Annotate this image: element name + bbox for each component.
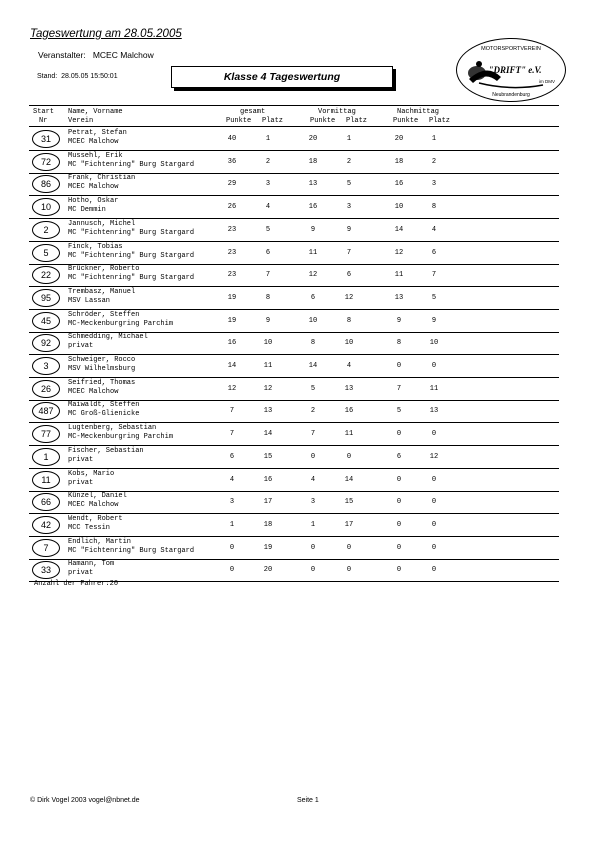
class-title-box [171,66,393,88]
rider-club: MSV Lassan [68,296,111,305]
score-vp: 12 [308,271,318,280]
score-vp: 11 [308,248,318,257]
score-gpl: 9 [265,316,271,325]
score-gp: 6 [229,452,235,461]
table-row [29,558,559,582]
table-row [29,263,559,287]
rider-club: MCEC Malchow [68,387,119,396]
table-row [29,513,559,537]
score-np: 5 [396,407,402,416]
table-row [29,536,559,560]
rider-club: MC "Fichtenring" Burg Stargard [68,251,195,260]
start-number-badge: 22 [32,266,60,284]
page-title: Tageswertung am 28.05.2005 [30,28,182,40]
start-number-badge: 33 [32,561,60,579]
table-row [29,241,559,265]
logo-bottom-text: Neubrandenburg [492,92,530,98]
score-npl: 11 [429,384,439,393]
score-vpl: 10 [344,339,354,348]
score-vpl: 8 [346,316,352,325]
score-vp: 2 [310,407,316,416]
score-npl: 0 [431,520,437,529]
score-npl: 9 [431,316,437,325]
rider-name: Brückner, Roberto [68,265,140,274]
stand-line [37,73,118,80]
score-vpl: 0 [346,566,352,575]
rider-name: Petrat, Stefan [68,129,127,137]
score-npl: 0 [431,362,437,370]
score-gp: 23 [227,225,237,234]
rider-club: privat [68,455,94,464]
footer-copyright: © Dirk Vogel 2003 vogel@nbnet.de [30,797,140,804]
score-vp: 18 [308,157,318,166]
start-number-badge: 11 [32,471,60,489]
score-gp: 23 [227,248,237,257]
start-number-badge: 31 [32,130,60,148]
score-np: 11 [394,271,404,280]
score-gp: 16 [227,339,237,348]
rider-name: Kobs, Mario [68,469,115,478]
score-np: 0 [396,498,402,507]
score-np: 14 [394,225,404,234]
score-gp: 26 [227,203,237,212]
score-gpl: 7 [265,271,271,280]
col-header-nachmittag-platz: Platz [429,117,451,125]
table-row [29,172,559,196]
score-np: 18 [394,157,404,166]
start-number-badge: 2 [32,221,60,239]
score-gp: 23 [227,271,237,280]
score-npl: 6 [431,248,437,257]
score-gp: 19 [227,293,237,302]
score-gpl: 6 [265,248,271,257]
col-header-gesamt: gesamt [240,108,266,116]
rider-club: MC-Meckenburgring Parchim [68,433,174,442]
rider-name: Lugtenberg, Sebastian [68,424,157,433]
score-gp: 19 [227,316,237,325]
score-vp: 6 [310,293,316,302]
score-vpl: 0 [346,543,352,552]
rider-club: MCC Tessin [68,523,111,532]
table-row [29,331,559,355]
score-gpl: 2 [265,157,271,166]
score-vpl: 17 [344,520,354,529]
score-gpl: 16 [263,475,273,484]
score-npl: 5 [431,293,437,302]
start-number-badge: 86 [32,175,60,193]
stand-label: Stand: [37,73,58,80]
score-gpl: 17 [263,498,273,507]
score-gp: 14 [227,362,237,370]
score-gpl: 18 [263,520,273,529]
score-gpl: 1 [265,135,271,143]
score-gp: 40 [227,135,237,143]
score-vpl: 13 [344,384,354,393]
start-number-badge: 7 [32,539,60,557]
table-row [29,445,559,469]
score-npl: 4 [431,225,437,234]
score-gpl: 5 [265,225,271,234]
score-gp: 3 [229,498,235,507]
col-header-gesamt-punkte: Punkte [226,117,252,125]
rider-club: MC "Fichtenring" Burg Stargard [68,228,195,237]
col-header-vormittag: Vormittag [318,108,356,116]
score-gp: 7 [229,430,235,439]
score-npl: 0 [431,475,437,484]
rider-club: MC Demmin [68,206,106,215]
score-gpl: 20 [263,566,273,575]
score-vp: 8 [310,339,316,348]
table-row [29,377,559,401]
rider-count: Anzahl der Fahrer:20 [34,580,119,588]
rider-name: Frank, Christian [68,174,136,183]
class-title: Klasse 4 Tageswertung [223,71,341,83]
score-np: 20 [394,135,404,143]
score-gp: 4 [229,475,235,484]
score-vp: 0 [310,566,316,575]
col-header-verein: Verein [68,117,94,125]
rider-club: privat [68,569,94,578]
start-number-badge: 92 [32,334,60,352]
col-header-vormittag-platz: Platz [346,117,368,125]
rider-name: Schmedding, Michael [68,333,148,342]
table-row [29,127,559,151]
score-npl: 0 [431,498,437,507]
rider-club: MSV Wilhelmsburg [68,365,136,373]
score-npl: 10 [429,339,439,348]
start-number-badge: 10 [32,198,60,216]
rider-name: Seifried, Thomas [68,378,136,387]
score-np: 7 [396,384,402,393]
rider-name: Trembasz, Manuel [68,287,136,296]
score-np: 0 [396,566,402,575]
header-top-rule [29,105,559,106]
start-number-badge: 77 [32,425,60,443]
rider-club: MC Groß-Glienicke [68,410,140,419]
score-vpl: 6 [346,271,352,280]
table-row [29,490,559,514]
rider-name: Finck, Tobias [68,242,123,251]
score-gpl: 19 [263,543,273,552]
table-row [29,399,559,423]
score-vp: 7 [310,430,316,439]
score-gp: 12 [227,384,237,393]
score-npl: 2 [431,157,437,166]
score-npl: 3 [431,180,437,189]
club-logo-graphic [457,39,565,101]
table-row [29,468,559,492]
start-number-badge: 1 [32,448,60,466]
score-gpl: 11 [263,362,273,370]
footer-page-number: Seite 1 [297,797,319,804]
score-np: 8 [396,339,402,348]
score-gpl: 12 [263,384,273,393]
score-gp: 0 [229,543,235,552]
organizer-label: Veranstalter: [38,50,86,60]
score-vpl: 7 [346,248,352,257]
logo-brand-text: "DRIFT" e.V. [488,65,542,75]
score-vp: 5 [310,384,316,393]
score-vpl: 0 [346,452,352,461]
rider-name: Endlich, Martin [68,537,132,546]
logo-top-text: MOTORSPORTVEREIN [481,46,541,52]
table-row [29,354,559,378]
start-number-badge: 42 [32,516,60,534]
score-np: 0 [396,430,402,439]
rider-name: Maiwaldt, Steffen [68,401,140,410]
rider-club: MC "Fichtenring" Burg Stargard [68,546,195,555]
start-number-badge: 72 [32,153,60,171]
score-npl: 0 [431,543,437,552]
organizer-value: MCEC Malchow [92,50,154,60]
rider-club: MC "Fichtenring" Burg Stargard [68,274,195,283]
score-np: 0 [396,362,402,370]
score-np: 10 [394,203,404,212]
score-gp: 29 [227,180,237,189]
score-vpl: 9 [346,225,352,234]
organizer-line [38,50,154,60]
score-vp: 1 [310,520,316,529]
rider-name: Schröder, Steffen [68,310,140,319]
score-np: 0 [396,520,402,529]
club-logo [456,38,566,102]
score-np: 6 [396,452,402,461]
score-np: 9 [396,316,402,325]
col-header-nachmittag: Nachmittag [397,108,440,116]
col-header-name: Name, Vorname [68,108,123,116]
score-gpl: 3 [265,180,271,189]
rider-club: privat [68,478,94,487]
start-number-badge: 26 [32,380,60,398]
table-row [29,422,559,446]
score-npl: 13 [429,407,439,416]
rider-name: Künzel, Daniel [68,492,127,501]
score-vpl: 1 [346,135,352,143]
col-header-start: Start [33,108,55,116]
score-gp: 36 [227,157,237,166]
score-npl: 12 [429,452,439,461]
logo-side-text: im DMV [539,79,555,84]
start-number-badge: 66 [32,493,60,511]
rider-club: MC "Fichtenring" Burg Stargard [68,160,195,169]
score-npl: 7 [431,271,437,280]
score-gp: 0 [229,566,235,575]
score-gpl: 14 [263,430,273,439]
rider-club: MCEC Malchow [68,183,119,192]
score-vp: 16 [308,203,318,212]
score-gpl: 15 [263,452,273,461]
score-gpl: 4 [265,203,271,212]
rider-club: privat [68,342,94,351]
score-vpl: 15 [344,498,354,507]
rider-club: MCEC Malchow [68,501,119,510]
score-vp: 14 [308,362,318,370]
score-vpl: 14 [344,475,354,484]
score-gpl: 8 [265,293,271,302]
score-vp: 13 [308,180,318,189]
col-header-vormittag-punkte: Punkte [310,117,336,125]
rider-club: MCEC Malchow [68,138,119,146]
score-vpl: 12 [344,293,354,302]
start-number-badge: 5 [32,244,60,262]
col-header-nr: Nr [39,117,48,125]
score-gp: 7 [229,407,235,416]
rider-name: Fischer, Sebastian [68,446,144,455]
score-vp: 0 [310,452,316,461]
score-vp: 4 [310,475,316,484]
score-vpl: 16 [344,407,354,416]
score-vp: 10 [308,316,318,325]
score-vpl: 2 [346,157,352,166]
score-gpl: 13 [263,407,273,416]
score-np: 12 [394,248,404,257]
score-np: 0 [396,475,402,484]
start-number-badge: 487 [32,402,60,420]
rider-name: Jannusch, Michel [68,219,136,228]
score-npl: 1 [431,135,437,143]
rider-name: Wendt, Robert [68,514,123,523]
rider-name: Schweiger, Rocco [68,356,136,364]
score-vp: 9 [310,225,316,234]
score-vpl: 11 [344,430,354,439]
table-row [29,218,559,242]
score-np: 13 [394,293,404,302]
table-row [29,150,559,174]
rider-name: Hotho, Oskar [68,197,119,206]
start-number-badge: 45 [32,312,60,330]
score-npl: 8 [431,203,437,212]
score-vp: 0 [310,543,316,552]
table-row [29,195,559,219]
score-np: 0 [396,543,402,552]
rider-name: Hamann, Tom [68,560,115,569]
score-gp: 1 [229,520,235,529]
rider-club: MC-Meckenburgring Parchim [68,319,174,328]
col-header-nachmittag-punkte: Punkte [393,117,419,125]
start-number-badge: 95 [32,289,60,307]
start-number-badge: 3 [32,357,60,375]
score-npl: 0 [431,566,437,575]
table-row [29,309,559,333]
score-vpl: 4 [346,362,352,370]
score-vp: 3 [310,498,316,507]
stand-value: 28.05.05 15:50:01 [61,73,118,80]
score-npl: 0 [431,430,437,439]
table-row [29,286,559,310]
rider-name: Mussehl, Erik [68,151,123,160]
score-vpl: 5 [346,180,352,189]
score-vpl: 3 [346,203,352,212]
col-header-gesamt-platz: Platz [262,117,284,125]
score-vp: 20 [308,135,318,143]
score-gpl: 10 [263,339,273,348]
score-np: 16 [394,180,404,189]
